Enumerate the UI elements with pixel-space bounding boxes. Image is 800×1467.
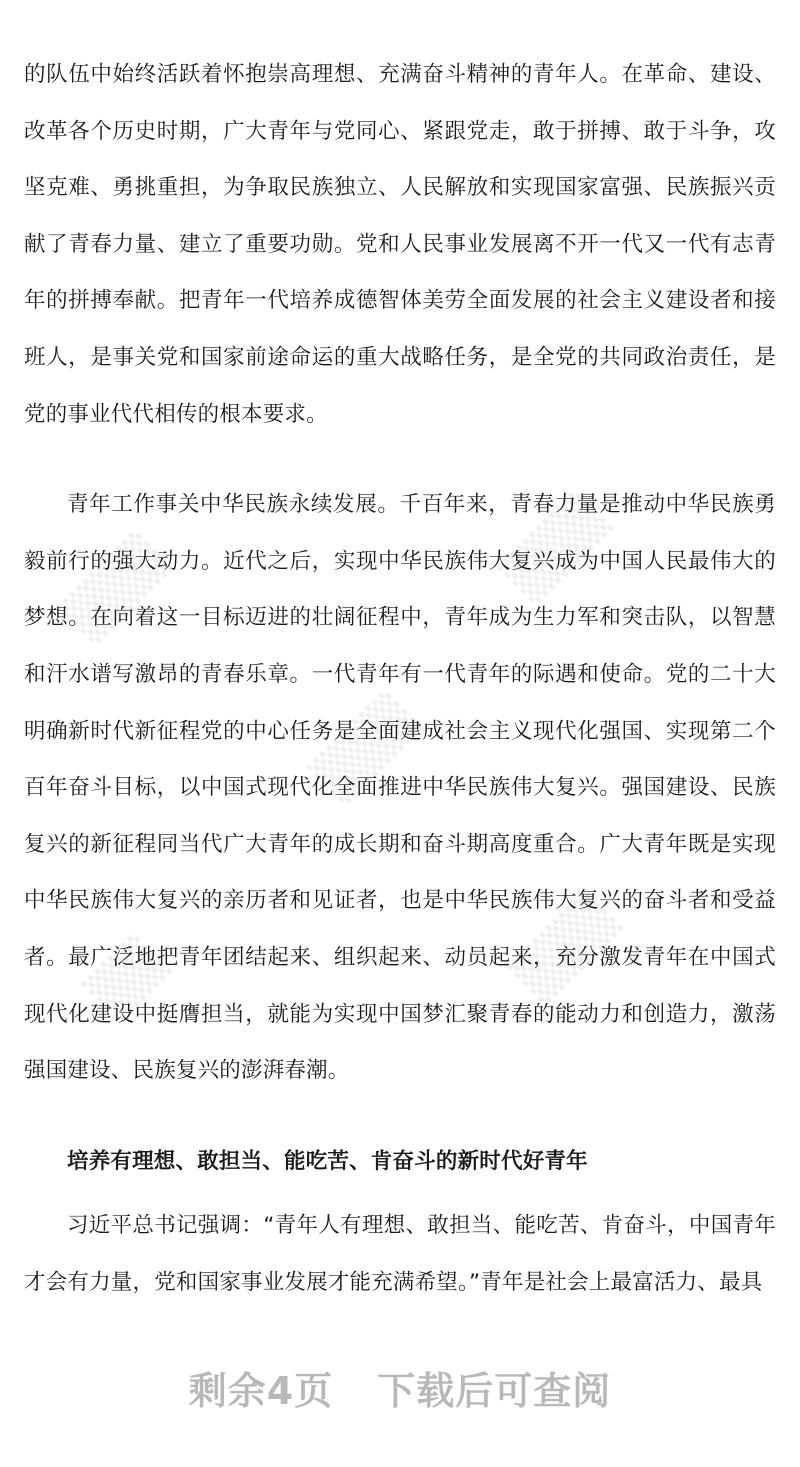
download-prompt-banner[interactable] [0, 1360, 800, 1415]
watermark: ▒▒▒ [306, 689, 425, 807]
watermark: ▒▒▒ [506, 889, 625, 1007]
watermark: ▒▒▒ [56, 529, 175, 647]
download-hint-label: 下载后可查阅 [377, 1369, 612, 1413]
document-body [24, 47, 776, 1311]
remaining-pages-label: 剩余4页 [188, 1369, 334, 1413]
paragraph-xi-quote: 习近平总书记强调：“青年人有理想、敢担当、能吃苦、肯奋斗，中国青年才会有力量，党和国家事业发展才能充满希望。”青年是社会上最富活力、最具 [24, 1213, 776, 1295]
watermark: ▒▒▒ [496, 489, 615, 607]
paragraph-youth-work-importance: 青年工作事关中华民族永续发展。千百年来，青春力量是推动中华民族勇毅前行的强大动力。近代之后，实现中华民族伟大复兴成为中国人民最伟大的梦想。在向着这一目标迈进的壮阔征程中，青年成为生力军和突击队，以智慧和汗水谱写激昂的青春乐章。一代青年有一代青年的际遇和使命。党的二十大明确新时代新征程党的中心任务是全面建成社会主义现代化强国、实现第二个百年奋斗目标，以中国式现代化全面推进中华民族伟大复兴。强国建设、民族复兴的新征程同当代广大青年的成长期和奋斗期高度重合。广大青年既是实现中华民族伟大复兴的亲历者和见证者，也是中华民族伟大复兴的奋斗者和受益者。最广泛地把青年团结起来、组织起来、动员起来，充分激发青年在中国式现代化建设中挺膺担当，就能为实现中国梦汇聚青春的能动力和创造力，激荡强国建设、民族复兴的澎湃春潮。 [24, 492, 776, 1084]
watermark: ▒▒ [81, 932, 173, 1024]
section-heading: 培养有理想、敢担当、能吃苦、肯奋斗的新时代好青年 [67, 1148, 588, 1174]
paragraph-youth-history: 的队伍中始终活跃着怀抱崇高理想、充满奋斗精神的青年人。在革命、建设、改革各个历史时期，广大青年与党同心、紧跟党走，敢于拼搏、敢于斗争，攻坚克难、勇挑重担，为争取民族独立、人民解放和实现国家富强、民族振兴贡献了青春力量、建立了重要功勋。党和人民事业发展离不开一代又一代有志青年的拼搏奉献。把青年一代培养成德智体美劳全面发展的社会主义建设者和接班人，是事关党和国家前途命运的重大战略任务，是全党的共同政治责任，是党的事业代代相传的根本要求。 [24, 62, 776, 427]
